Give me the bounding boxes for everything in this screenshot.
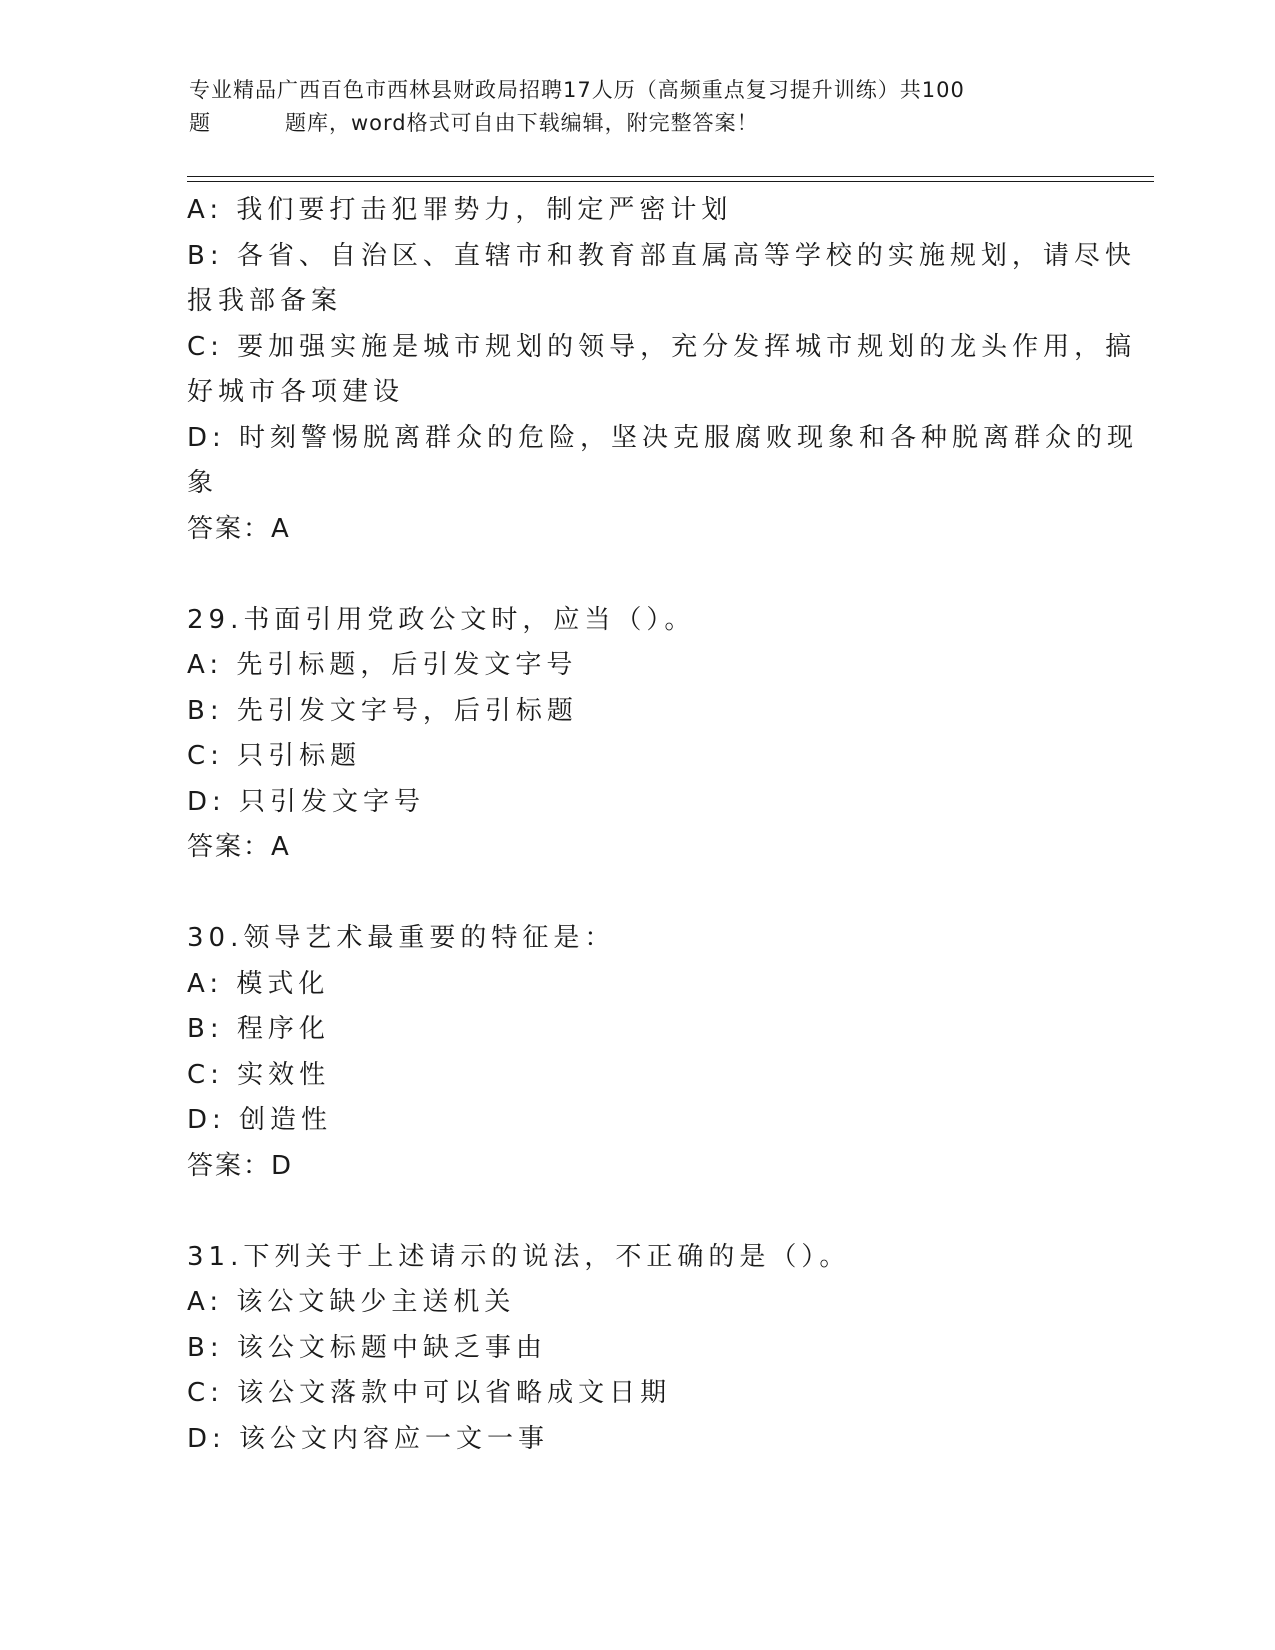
option-b: B: 该公文标题中缺乏事由 bbox=[187, 1332, 547, 1363]
option-a: A: 先引标题，后引发文字号 bbox=[187, 650, 578, 680]
answer: 答案：A bbox=[187, 832, 291, 862]
document-header bbox=[189, 74, 1089, 140]
header-rule-top bbox=[187, 176, 1154, 177]
spacer bbox=[187, 871, 1087, 917]
question-text: 30.领导艺术最重要的特征是： bbox=[187, 923, 616, 953]
spacer bbox=[187, 1189, 1087, 1235]
option-c: C: 只引标题 bbox=[187, 741, 362, 771]
option-b-line-2: 报我部备案 bbox=[187, 286, 343, 316]
option-d-line-2: 象 bbox=[187, 468, 219, 498]
option-b: B: 程序化 bbox=[187, 1014, 330, 1044]
question-29 bbox=[187, 598, 1087, 871]
question-30 bbox=[187, 916, 1087, 1189]
header-line-1: 专业精品广西百色市西林县财政局招聘17人历（高频重点复习提升训练）共100 bbox=[189, 78, 965, 102]
question-28-continued bbox=[187, 188, 1139, 552]
header-line-2 bbox=[189, 107, 1089, 140]
option-d: D: 创造性 bbox=[187, 1105, 333, 1135]
document-body bbox=[187, 188, 1139, 1462]
question-31 bbox=[187, 1235, 1087, 1463]
option-d: D: 该公文内容应一文一事 bbox=[187, 1423, 550, 1454]
answer: 答案：D bbox=[187, 1150, 294, 1181]
option-b: B: 先引发文字号，后引标题 bbox=[187, 695, 578, 726]
spacer bbox=[187, 552, 1087, 598]
option-c: C: 实效性 bbox=[187, 1059, 331, 1090]
option-d-line-1: D: 时刻警惕脱离群众的危险，坚决克服腐败现象和各种脱离群众的现 bbox=[187, 422, 1139, 453]
question-text: 31.下列关于上述请示的说法，不正确的是（）。 bbox=[187, 1241, 851, 1272]
option-a: A: 我们要打击犯罪势力，制定严密计划 bbox=[187, 195, 733, 225]
header-line-2-right: 题库，word格式可自由下载编辑，附完整答案！ bbox=[285, 111, 759, 135]
option-a: A: 该公文缺少主送机关 bbox=[187, 1287, 516, 1317]
option-c: C: 该公文落款中可以省略成文日期 bbox=[187, 1378, 672, 1408]
option-d: D: 只引发文字号 bbox=[187, 786, 426, 817]
option-a: A: 模式化 bbox=[187, 968, 330, 999]
header-rule-bottom bbox=[187, 181, 1154, 182]
header-line-2-left: 题 bbox=[189, 111, 211, 135]
question-text: 29.书面引用党政公文时，应当（）。 bbox=[187, 604, 696, 635]
option-b-line-1: B: 各省、自治区、直辖市和教育部直属高等学校的实施规划，请尽快 bbox=[187, 240, 1136, 271]
option-c-line-2: 好城市各项建设 bbox=[187, 377, 405, 407]
option-c-line-1: C: 要加强实施是城市规划的领导，充分发挥城市规划的龙头作用，搞 bbox=[187, 331, 1137, 362]
answer: 答案：A bbox=[187, 513, 291, 544]
